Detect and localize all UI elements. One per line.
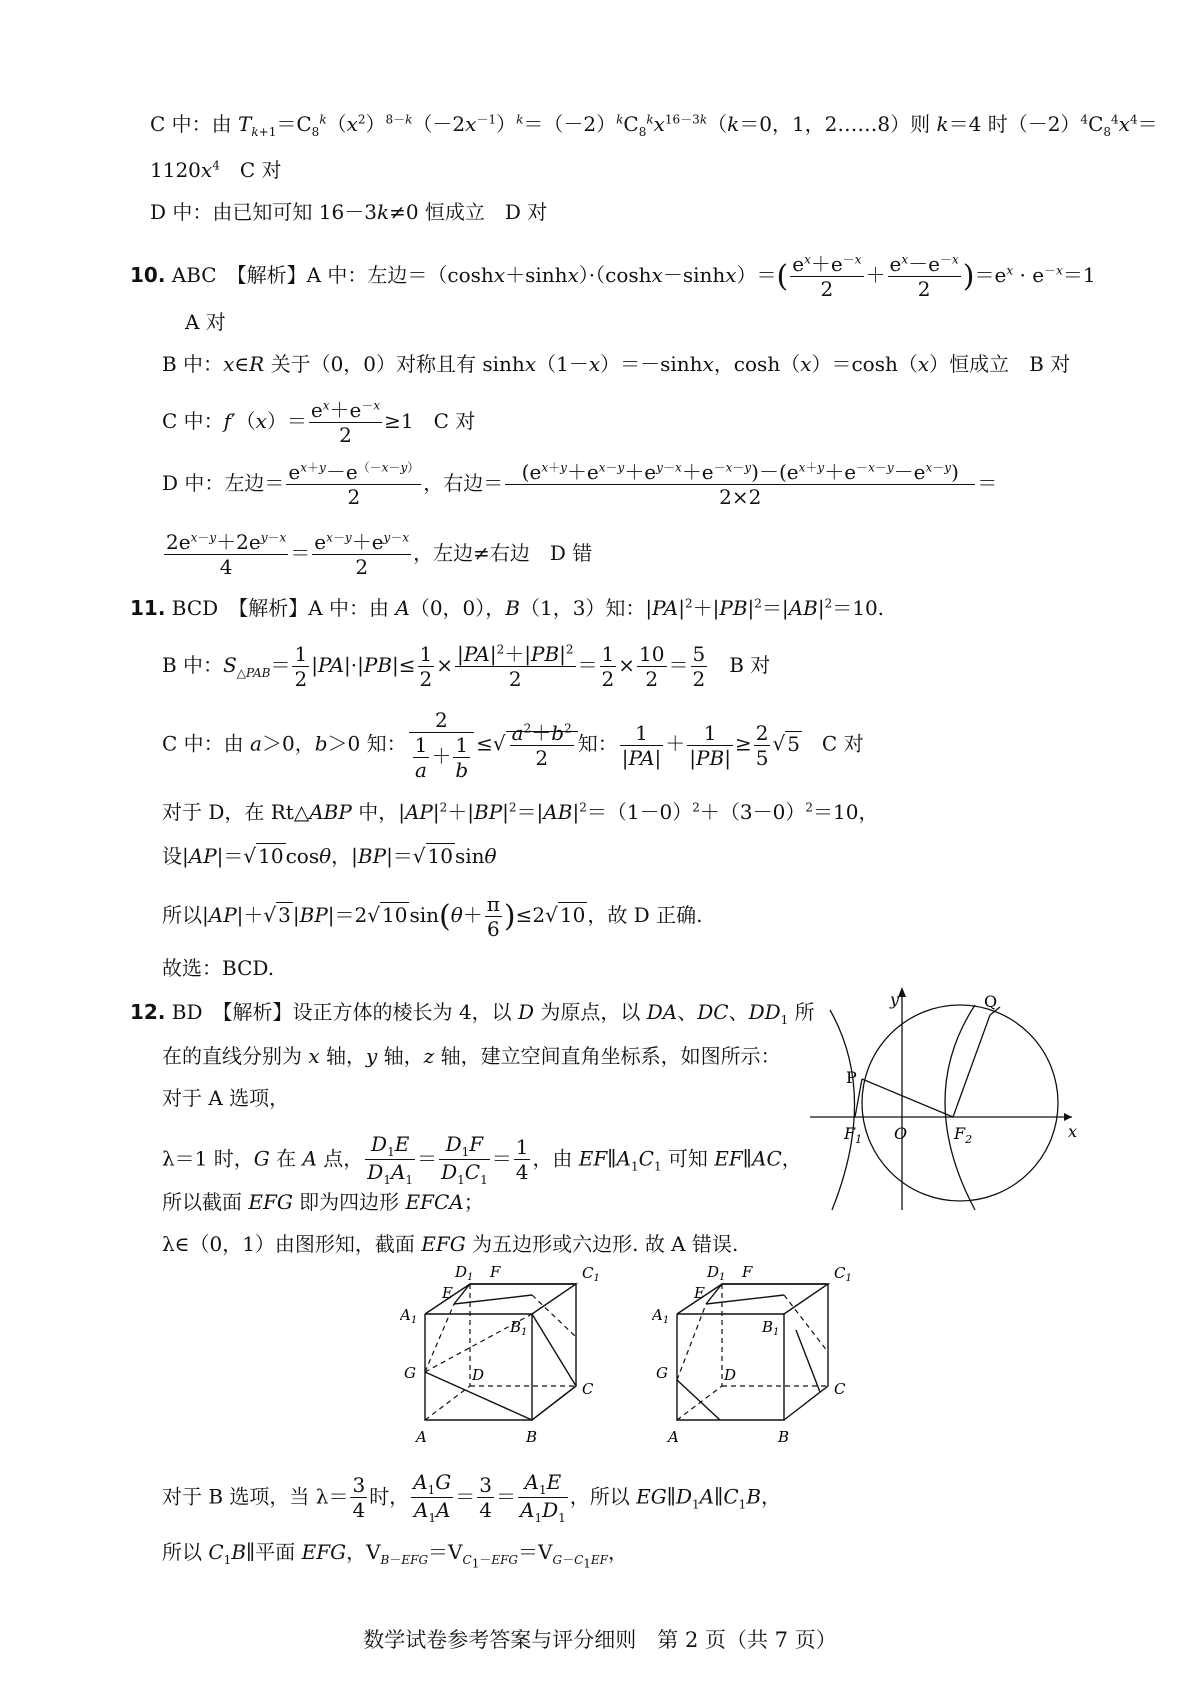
hidden-AD <box>425 1386 470 1420</box>
hyperbola-circle-figure <box>810 985 1080 1215</box>
section-line-1 <box>706 1295 784 1304</box>
F-label: F <box>490 1263 501 1281</box>
C1-label <box>834 1264 852 1284</box>
section-EF <box>706 1284 828 1304</box>
Q-label: Q <box>984 992 998 1011</box>
q11-d-line2: 设|AP|＝√ 10 cosθ，|BP|＝√ 10 sinθ <box>162 844 497 868</box>
A1-letter: A <box>400 1306 411 1324</box>
q10-tag: 【解析】 <box>236 263 307 287</box>
A1-label <box>652 1306 669 1326</box>
segment-PF2 <box>862 1079 953 1117</box>
hidden-section <box>532 1295 576 1337</box>
D1-letter: D <box>455 1263 468 1281</box>
q12-number: 12. <box>130 1000 166 1024</box>
B-label: B <box>778 1428 790 1446</box>
A1-letter: A <box>652 1306 663 1324</box>
segment-F2Q <box>953 1015 990 1117</box>
cube-figure-2 <box>652 1262 862 1452</box>
C1-sub: 1 <box>845 1273 852 1284</box>
q12-line1: 12. BD 【解析】设正方体的棱长为 4，以 D 为原点，以 DA、DC、$DD_1$ 所 <box>130 1000 815 1027</box>
section-B-C <box>532 1386 576 1420</box>
q11-answer: BCD <box>171 596 219 620</box>
q12-line4: λ＝1 时，G 在 A 点， $\frac{D_1E}{D_1A_1}$ ＝ $\frac{D_1F}{D_1C_1}$ ＝ $\frac{1}{4}$ ，由 $EF\parallel A_1C_1$ 可知 EF∥AC， <box>162 1132 802 1188</box>
hidden-GE <box>677 1304 706 1380</box>
q11-number: 11. <box>130 596 166 620</box>
C1-letter: C <box>834 1264 846 1282</box>
F1-subscript: 1 <box>855 1133 863 1146</box>
D1-letter: D <box>707 1263 720 1281</box>
q10-a-line: 10. ABC 【解析】A 中：左边＝（coshx＋sinhx）·（coshx－sinhx）＝( $\frac{e^x+e^{-x}}{2}$ ＋ $\frac{e^x-e^{-x}}{2}$ )$=e^x \cdot e^{-x}=1$ <box>130 252 1096 301</box>
section-EF <box>454 1284 576 1304</box>
q12-line8: 所以 $C_1B\parallel$平面 EFG，$V_{B-EFG}=V_{C_1-EFG}=V_{G-C_1EF}$， <box>162 1540 628 1571</box>
B1-label <box>761 1318 779 1338</box>
D-label: D <box>724 1366 737 1384</box>
q12-answer: BD <box>171 1000 203 1024</box>
x-axis-arrow <box>1064 1113 1072 1121</box>
O-label: O <box>894 1124 908 1143</box>
cube-figure-1 <box>400 1262 610 1452</box>
q11-tag: 【解析】 <box>238 596 309 620</box>
D1-sub: 1 <box>719 1272 726 1283</box>
F-label: F <box>742 1263 753 1281</box>
F1-label <box>843 1124 862 1146</box>
C1-sub: 1 <box>593 1273 600 1284</box>
A1-label <box>400 1306 417 1326</box>
q10-c-line: C 中：f′（x）＝ $\frac{e^x+e^{-x}}{2}$ ≥1 C 对 <box>162 398 476 447</box>
q9-d-line: D 中：由已知可知 16－3k≠0 恒成立 D 对 <box>150 200 548 224</box>
q12-line7: 对于 B 选项，当 λ＝ $\frac{3}{4}$ 时， $\frac{A_1G}{A_1A}$ ＝ $\frac{3}{4}$ ＝ $\frac{A_1E}{A_1D_1}$ ，所以 $EG\parallel D_1A\parallel C_1B$， <box>162 1470 782 1526</box>
D1-label <box>454 1263 473 1283</box>
section-G-AB <box>677 1380 720 1420</box>
B1-label <box>509 1318 527 1338</box>
C1-letter: C <box>582 1264 594 1282</box>
E-label: E <box>442 1284 453 1302</box>
B1-sub: 1 <box>773 1327 780 1338</box>
q10-b-line: B 中：x∈R 关于（0，0）对称且有 sinhx（1－x）＝－sinhx，cosh（x）＝cosh（x）恒成立 B 对 <box>162 352 1071 376</box>
hyperbola-left-branch <box>830 1010 855 1210</box>
q11-b-line: B 中：$S_{\triangle PAB}=$ $\frac{1}{2}$ |PA|·|PB|≤ $\frac{1}{2}$ × $\frac{|PA|^2+|PB|^2}{2}$ ＝ $\frac{1}{2}$ × $\frac{10}{2}$ ＝ $\frac{5}{2}$ B 对 <box>162 642 771 691</box>
page-footer: 数学试卷参考答案与评分细则 第 2 页（共 7 页） <box>363 1628 837 1652</box>
y-axis-arrow <box>898 987 906 997</box>
B-label: B <box>526 1428 538 1446</box>
q10-d-line1: D 中：左边＝ $\frac{e^{x+y}-e^{(-x-y)}}{2}$ ，右边＝ $\frac{(e^{x+y}+e^{x-y}+e^{y-x}+e^{-x-y})-(e^{x+y}+e^{-x-y}-e^{x-y})}{2\times 2}$ ＝ <box>162 460 998 509</box>
q12-line3: 对于 A 选项， <box>162 1086 290 1110</box>
E-label: E <box>694 1284 705 1302</box>
q11-a-line: 11. BCD 【解析】A 中：由 A（0，0），B（1，3）知：$|PA|^2+|PB|^2=|AB|^2=10$. <box>130 596 885 620</box>
q9-c-line1: C 中：由 $T_{k+1}=C_8^k(x^2)^{8-k}(-2x^{-1})^k=(-2)^kC_8^kx^{16-3k}(k=0$，1，2……8）则 k＝4 时$(-2)^4C_8^4x^4=$ <box>150 112 1158 139</box>
A-label: A <box>416 1428 427 1446</box>
hidden-section <box>784 1295 828 1352</box>
q12-tag: 【解析】 <box>222 1000 293 1024</box>
q10-answer: ABC <box>171 263 217 287</box>
D1-sub: 1 <box>467 1272 474 1283</box>
F2-subscript: 2 <box>965 1133 973 1146</box>
q11-d-line1: 对于 D，在 Rt△ABP 中，$|AP|^2+|BP|^2=|AB|^2=(1-0)^2+(3-0)^2=10$， <box>162 800 879 824</box>
A1-sub: 1 <box>662 1315 670 1326</box>
section-B1-C <box>532 1314 576 1386</box>
G-label: G <box>404 1364 416 1382</box>
q12-line6: λ∈（0，1）由图形知，截面 EFG 为五边形或六边形. 故 A 错误. <box>162 1232 739 1256</box>
D1-label <box>706 1263 725 1283</box>
B1-sub: 1 <box>521 1327 528 1338</box>
F2-letter: F <box>954 1124 966 1143</box>
q11-d-line3: 所以|AP|＋√ 3 |BP|＝2√ 10 sin(θ＋ $\frac{\pi}{6}$ )≤2√ 10 ，故 D 正确. <box>162 892 703 941</box>
q11-conclusion: 故选：BCD. <box>162 956 275 980</box>
D-label: D <box>472 1366 485 1384</box>
q11-c-line: C 中：由 a＞0，b＞0 知： 2 $\frac{1}{a}$ ＋ $\frac{1}{b}$ ≤√ $\frac{a^2+b^2}{2}$ 知： $\frac{1}{|PA|}$ ＋ $\frac{1}{|PB|}$ ≥ $\frac{2}{5}$ √ 5 C 对 <box>162 708 864 782</box>
A-label: A <box>668 1428 679 1446</box>
circle <box>862 1005 1058 1201</box>
right-face <box>532 1284 576 1420</box>
C-label: C <box>582 1380 594 1398</box>
B1-letter: B <box>762 1318 774 1336</box>
q12-line5: 所以截面 EFG 即为四边形 EFCA； <box>162 1190 484 1214</box>
B1-letter: B <box>510 1318 522 1336</box>
F2-label <box>953 1124 972 1146</box>
section-right <box>796 1330 820 1392</box>
hyperbola-right-branch <box>945 1005 975 1210</box>
C-label: C <box>834 1380 846 1398</box>
C1-label <box>582 1264 600 1284</box>
G-label: G <box>656 1364 668 1382</box>
F1-letter: F <box>844 1124 856 1143</box>
q9-c-line2: $1120x^4$ C 对 <box>150 158 282 182</box>
A1-sub: 1 <box>410 1315 418 1326</box>
P-label: P <box>846 1068 857 1087</box>
q10-d-line2: $\frac{2e^{x-y}+2e^{y-x}}{4}$ ＝ $\frac{e^{x-y}+e^{y-x}}{2}$ ，左边≠右边 D 错 <box>166 530 593 579</box>
section-line-1 <box>454 1295 532 1304</box>
x-label: x <box>1068 1122 1078 1141</box>
q10-a-verdict: A 对 <box>185 310 226 334</box>
q10-number: 10. <box>130 263 166 287</box>
y-label: y <box>890 990 900 1009</box>
q12-line2: 在的直线分别为 x 轴，y 轴，z 轴，建立空间直角坐标系，如图所示： <box>162 1044 781 1068</box>
